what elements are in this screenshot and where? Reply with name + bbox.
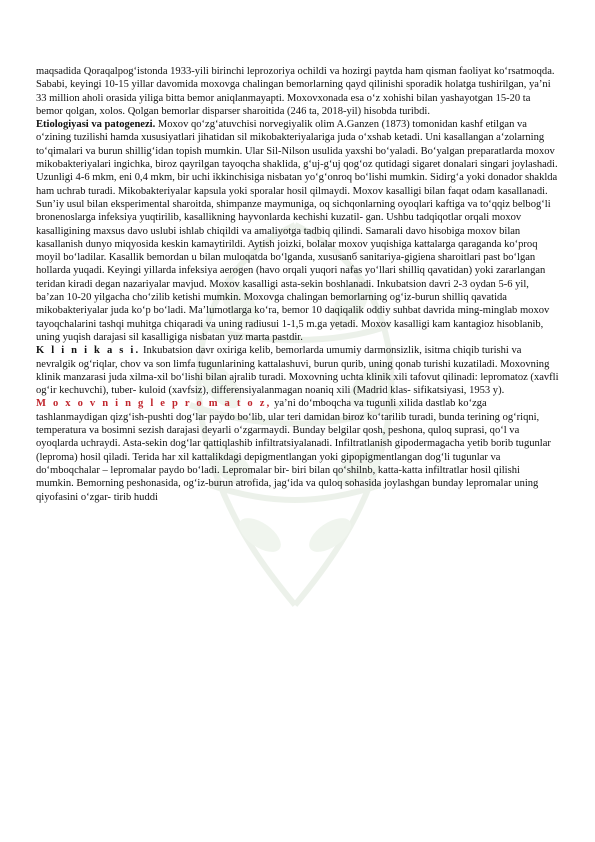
etiology-paragraph	[36, 118, 559, 344]
body-text	[36, 65, 559, 504]
etiology-heading: Etiologiyasi va patogenezi.	[36, 119, 156, 131]
clinic-paragraph	[36, 344, 559, 397]
lepromatous-text: ya’ni do‘mboqcha va tugunli xilida dastlab ko‘zga tashlanmaydigan qizg‘ish-pushti dog‘lar paydo bo‘lib, ular teri damidan biroz ko‘tarilib turadi, bunda terining og‘riqni, temperatura va bosimni sezish darajasi deyarli o‘zgarmaydi. Bunday belgilar qosh, peshona, quloq suprasi, qo‘l va oyoqlarda uchraydi. Asta-sekin dog‘lar qattiqlashib infiltratsiyalanadi. Infiltratlanish gipodermagacha yetib borib tugunlar (leproma) hosil qiladi. Terida har xil kattalikdagi depigmentlangan yoki gipopigmentlangan dog‘li tugunlar va do‘mboqchalar – lepromalar paydo bo‘ladi. Lepromalar bir- biri bilan qo‘shilnb, katta-katta infiltratlar hosil qilishi mumkin. Bemorning peshonasida, og‘iz-burun atrofida, jag‘ida va quloq sohasida joylashgan bunday lepromalar uning qiyofasini o‘zgar- tirib huddi	[36, 398, 551, 503]
intro-paragraph: maqsadida Qoraqalpog‘istonda 1933-yili birinchi leprozoriya ochildi va hozirgi paytda ham qisman faoliyat ko‘rsatmoqda. Sababi, keyingi 10-15 yillar davomida moxovga chalingan bemorlarning qayd qilinishi sporadik holatga tushirilgan, ya’ni 33 million aholi orasida yiliga bitta bemor aniqlanmayapti. Moxovxonada esa o‘z xohishi bilan yashayotgan 15-20 ta bemor qolgan, xolos. Qolgan bemorlar disparser sharoitida (246 ta, 2018-yil) hisobda turibdi.	[36, 66, 555, 117]
lepromatous-paragraph	[36, 397, 559, 503]
lepromatous-heading: M o x o v n i n g l e p r o m a t o z,	[36, 398, 272, 410]
clinic-text: Inkubatsion davr oxiriga kelib, bemorlarda umumiy darmonsizlik, isitma chiqib turishi va nevralgik og‘riqlar, chov va son limfa tugunlarining kattalashuvi, burun qurib, uning qonab turishi kuzatiladi. Moxovning klinik manzarasi juda xilma-xil bo‘lishi bilan ajralib turadi. Moxovning uchta klinik xili tafovut qilinadi: lepromatoz (xavfli og‘ir kechuvchi), tuber- kuloid (xavfsiz), differensiyalanmagan noaniq xili (Madrid klas- sifikatsiyasi, 1953 y).	[36, 345, 559, 397]
clinic-heading: K l i n i k a s i.	[36, 345, 141, 357]
etiology-text: Moxov qo‘zg‘atuvchisi norvegiyalik olim A.Ganzen (1873) tomonidan kashf etilgan va o‘zining tuzilishi hamda xususiyatlari jihatidan sil mikobakteriyalariga juda o‘xshab ketadi. Uni kasallangan a‘zolarning to‘qimalari va burun shillig‘idan topish mumkin. Ular Sil-Nilson usulida yaxshi bo‘yaladi. Bo‘yalgan preparatlarda moxov mikobakteriyalari ingichka, biroz qayrilgan tayoqcha shaklida, g‘uj-g‘uj qog‘oz qutidagi sigaret donalari singari joylashadi. Uzunligi 4-6 mkm, eni 0,4 mkm, bir uchi ikkinchisiga nisbatan yo‘g‘onroq bo‘lishi mumkin. Sidirg‘a yoki donador shaklda ham uchrab turadi. Mikobakteriyalar kapsula yoki sporalar hosil qilmaydi. Moxov kasalligi bilan faqat odam kasallanadi. Sun’iy usul bilan eksperimental sharoitda, shimpanze maymuniga, oq sichqonlarning oyoqlari kaftiga va to‘qqiz belbog‘li bronenoslarga infeksiya yuqtirilib, kasallikning hayvonlarda kechishi kuzatil- gan. Ushbu tadqiqotlar orqali moxov kasalligining maxsus davo uslubi ishlab chiqildi va amaliyotga tadbiq qilindi. Samarali davo hisobiga moxov bilan kasallanish dunyo miqyosida keskin kamaytirildi. Aytish joizki, bolalar moxov yuqishiga kattalarga qaraganda ko‘proq moyil bo‘ladilar. Kasallik bemordan u bilan muloqatda bo‘lganda, xususanб sanitariya-gigiena sharoitlari past bo‘lgan hollarda yuqadi. Keyingi yillarda infeksiya aerogen (havo orqali yuqori nafas yo‘llari shilliq qavatidan) yoki zararlangan teridan kiradi degan nazariyalar mavjud. Moxov kasalligi asta-sekin boshlanadi. Inkubatsion davri 2-3 oydan 5-6 yil, ba’zan 10-20 yilgacha cho‘zilib ketishi mumkin. Moxovga chalingan bemorlarning og‘iz-burun shilliq qavatida mikobakteriyalar juda ko‘p bo‘ladi. Ma’lumotlarga ko‘ra, bemor 10 daqiqalik oddiy suhbat davrida ming-minglab moxov tayoqchalarini tashqi muhitga chiqaradi va uning radiusui 1-1,5 m.ga yetadi. Moxov kasalligi kam kantagioz hisoblanib, uning yuqish darajasi sil kasalligiga nisbatan yuz marta pastdir.	[36, 119, 558, 343]
